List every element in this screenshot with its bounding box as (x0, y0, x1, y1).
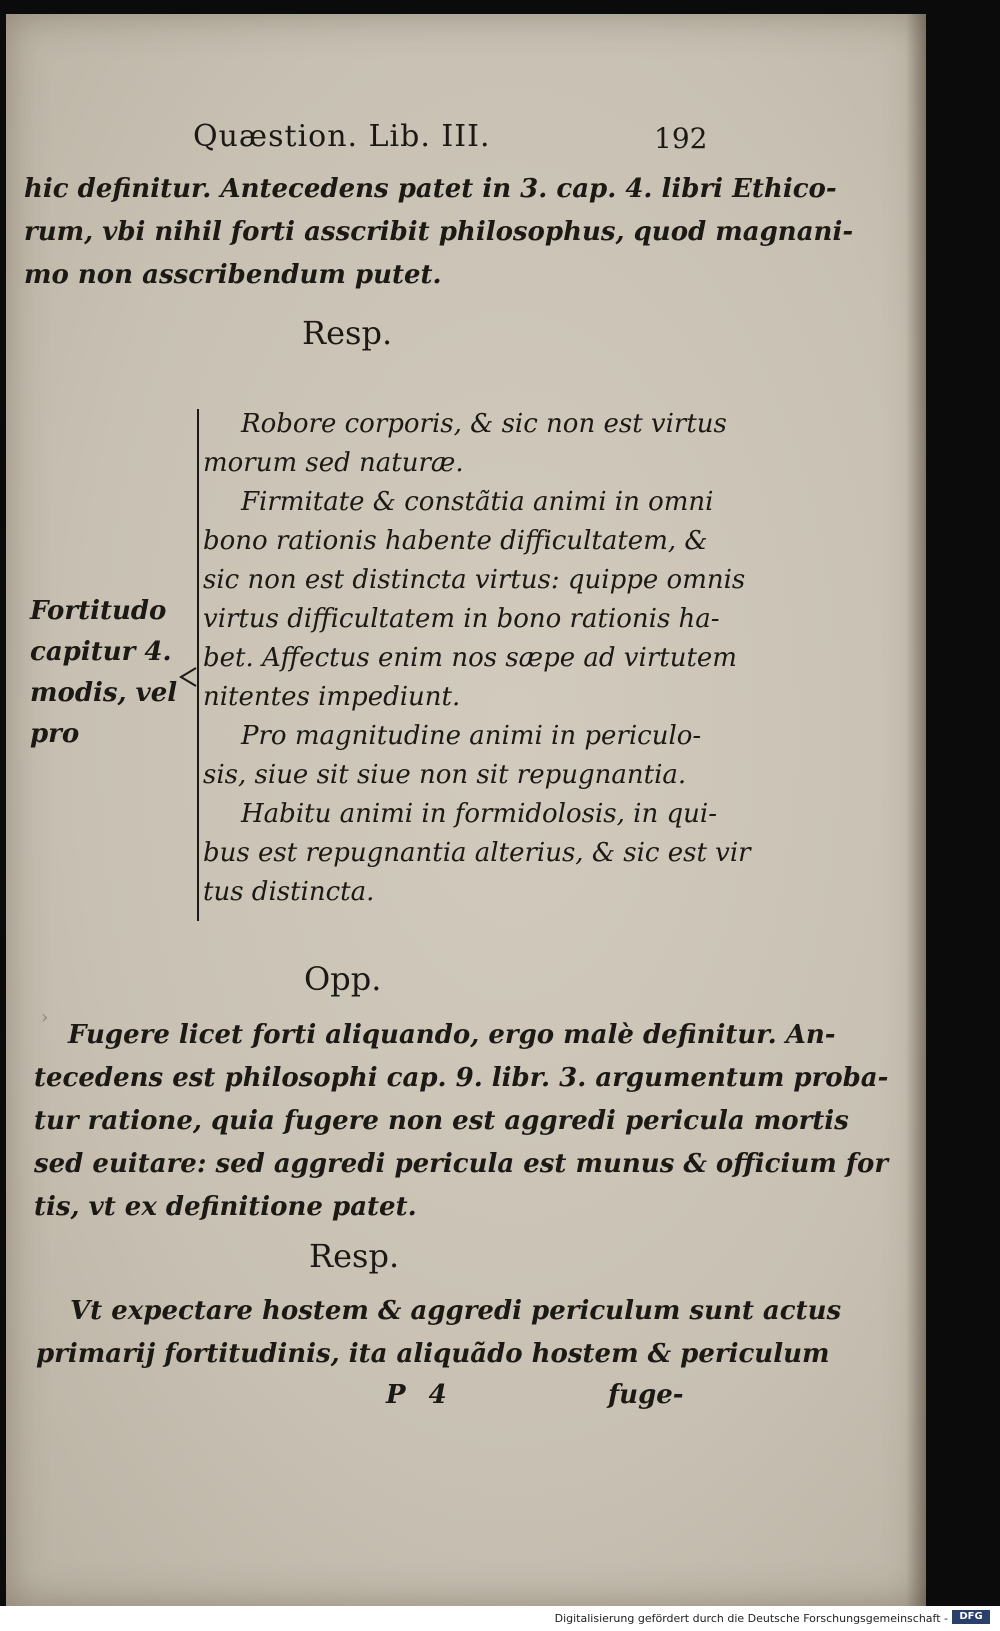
text-line: tecedens est philosophi cap. 9. libr. 3. argumentum proba- (34, 1063, 889, 1093)
brace-line: bono rationis habente difficultatem, & (203, 526, 708, 556)
brace-point (178, 666, 198, 688)
page-number: 192 (654, 122, 708, 155)
page-mark: › (41, 1007, 49, 1028)
brace-line: tus distincta. (203, 877, 375, 907)
section-heading: Resp. (302, 314, 393, 352)
text-line: Fugere licet forti aliquando, ergo malè definitur. An- (68, 1020, 836, 1050)
brace-line: Habitu animi in formidolosis, in qui- (241, 799, 717, 829)
brace-line: Firmitate & constãtia animi in omni (241, 487, 714, 517)
signature-mark: P 4 (386, 1380, 447, 1410)
brace-line: virtus difficultatem in bono rationis ha- (203, 604, 720, 634)
text-line: tis, vt ex definitione patet. (34, 1192, 417, 1222)
text-line: sed euitare: sed aggredi pericula est munus & officium for (34, 1149, 889, 1179)
margin-note-line: modis, vel (30, 678, 178, 708)
section-heading: Resp. (309, 1237, 400, 1275)
footer-credit: Digitalisierung gefördert durch die Deutsche Forschungsgemeinschaft - (554, 1612, 948, 1625)
text-line: mo non asscribendum putet. (24, 260, 442, 290)
book-page (6, 14, 926, 1606)
brace-line: bus est repugnantia alterius, & sic est vir (203, 838, 751, 868)
brace-line: nitentes impediunt. (203, 682, 461, 712)
brace-line: bet. Affectus enim nos sæpe ad virtutem (203, 643, 737, 673)
catchword: fuge- (608, 1380, 684, 1410)
text-line: hic definitur. Antecedens patet in 3. cap. 4. libri Ethico- (24, 174, 837, 204)
brace-line: sic non est distincta virtus: quippe omnis (203, 565, 746, 595)
brace-line: morum sed naturæ. (203, 448, 464, 478)
margin-note-line: Fortitudo (30, 596, 167, 626)
margin-note-line: capitur 4. (30, 637, 172, 667)
brace-line: Pro magnitudine animi in periculo- (241, 721, 702, 751)
running-title: Quæstion. Lib. III. (193, 119, 491, 154)
brace-line: Robore corporis, & sic non est virtus (241, 409, 727, 439)
brace-line: sis, siue sit siue non sit repugnantia. (203, 760, 687, 790)
text-line: rum, vbi nihil forti asscribit philosophus, quod magnani- (24, 217, 854, 247)
text-line: tur ratione, quia fugere non est aggredi pericula mortis (34, 1106, 849, 1136)
text-line: Vt expectare hostem & aggredi periculum sunt actus (70, 1296, 842, 1326)
section-heading: Opp. (304, 960, 382, 998)
margin-note-line: pro (30, 719, 80, 749)
text-line: primarij fortitudinis, ita aliquãdo hostem & periculum (36, 1339, 830, 1369)
dfg-logo: DFG (952, 1610, 990, 1624)
